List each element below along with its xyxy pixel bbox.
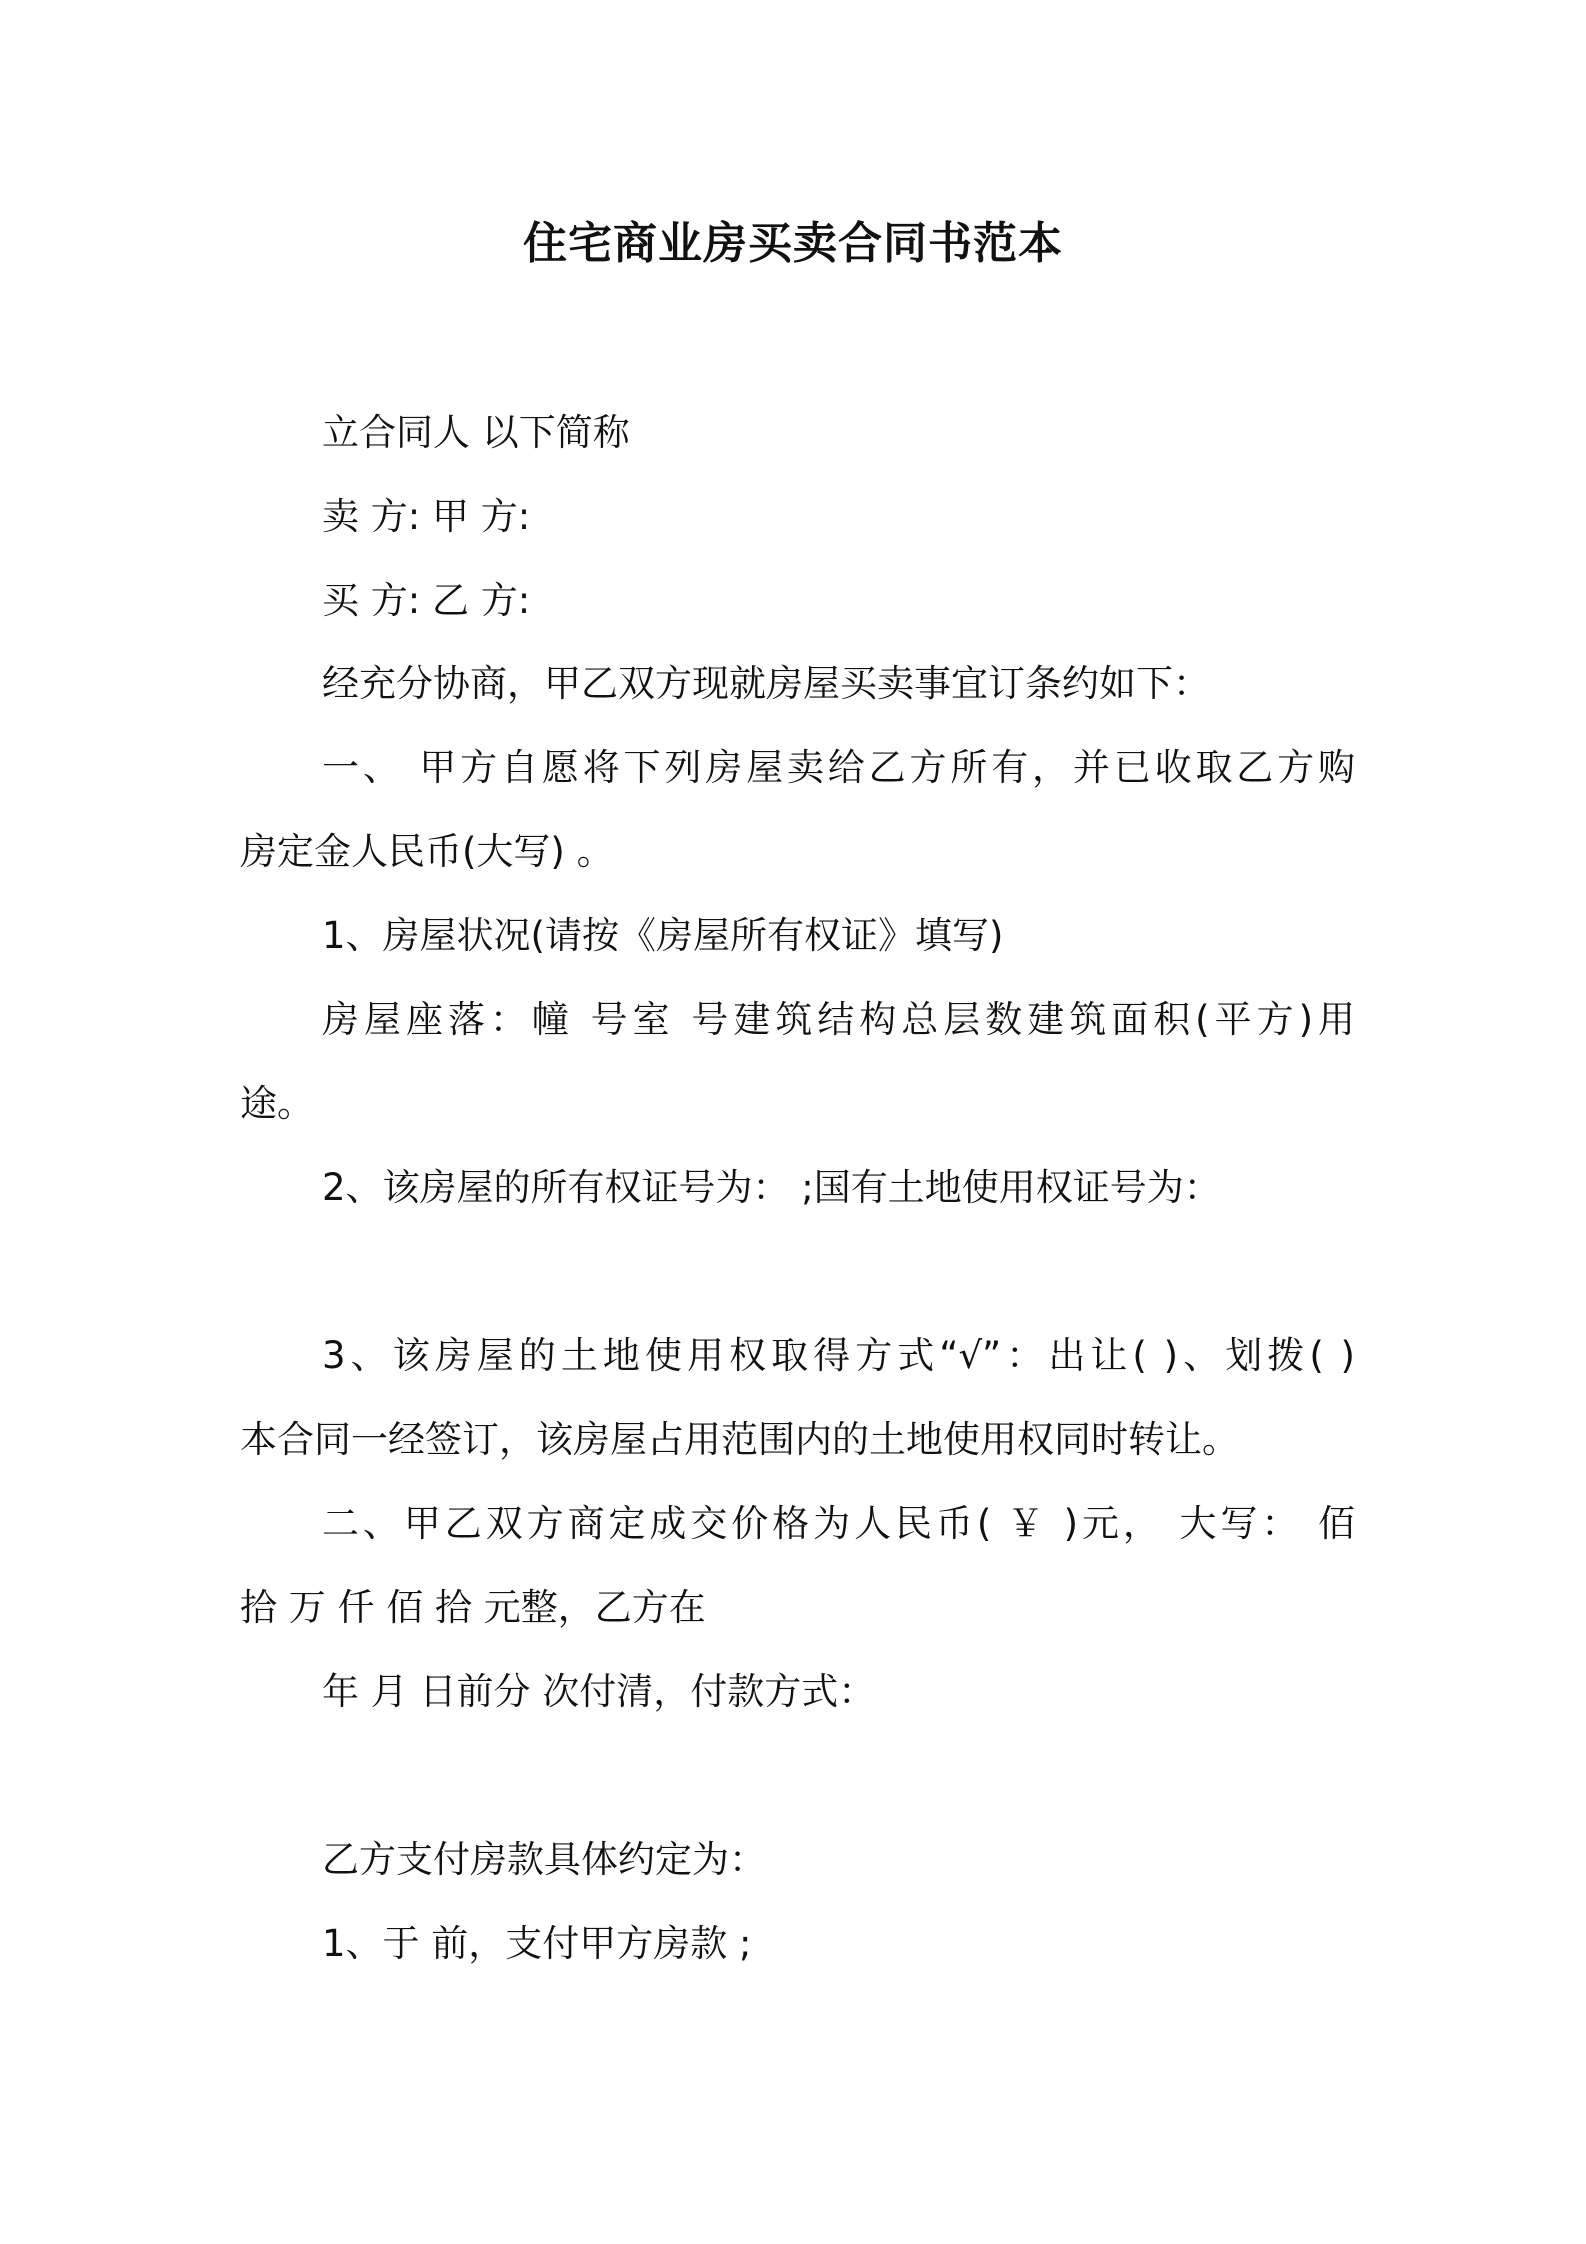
paragraph-line: 年 月 日前分 次付清，付款方式： [322,1670,876,1713]
paragraph-line: 卖 方: 甲 方: [322,495,531,538]
paragraph-line: 1、于 前，支付甲方房款 ; [322,1922,752,1965]
paragraph-line: 二、甲乙双方商定成交价格为人民币( ￥ )元， 大写： 佰 [322,1502,1355,1545]
paragraph-line: 立合同人 以下简称 [322,411,630,454]
paragraph-line: 房定金人民币(大写) 。 [240,830,614,873]
paragraph-line: 本合同一经签订，该房屋占用范围内的土地使用权同时转让。 [240,1418,1239,1461]
paragraph-line: 买 方: 乙 方: [322,579,531,622]
paragraph-line: 一、 甲方自愿将下列房屋卖给乙方所有，并已收取乙方购 [322,746,1355,789]
document-title: 住宅商业房买卖合同书范本 [523,218,1063,269]
paragraph-line: 房屋座落：幢 号室 号建筑结构总层数建筑面积(平方)用 [322,998,1355,1041]
paragraph-line: 拾 万 仟 佰 拾 元整，乙方在 [240,1586,706,1629]
paragraph-line: 经充分协商，甲乙双方现就房屋买卖事宜订条约如下： [322,662,1210,705]
paragraph-line: 途。 [240,1082,314,1125]
paragraph-line: 乙方支付房款具体约定为： [322,1838,766,1881]
paragraph-line: 2、该房屋的所有权证号为： ;国有土地使用权证号为： [322,1166,1221,1209]
paragraph-line: 1、房屋状况(请按《房屋所有权证》填写) [322,914,1004,957]
paragraph-line: 3、该房屋的土地使用权取得方式“√”：出让( )、划拨( ) [322,1334,1355,1377]
